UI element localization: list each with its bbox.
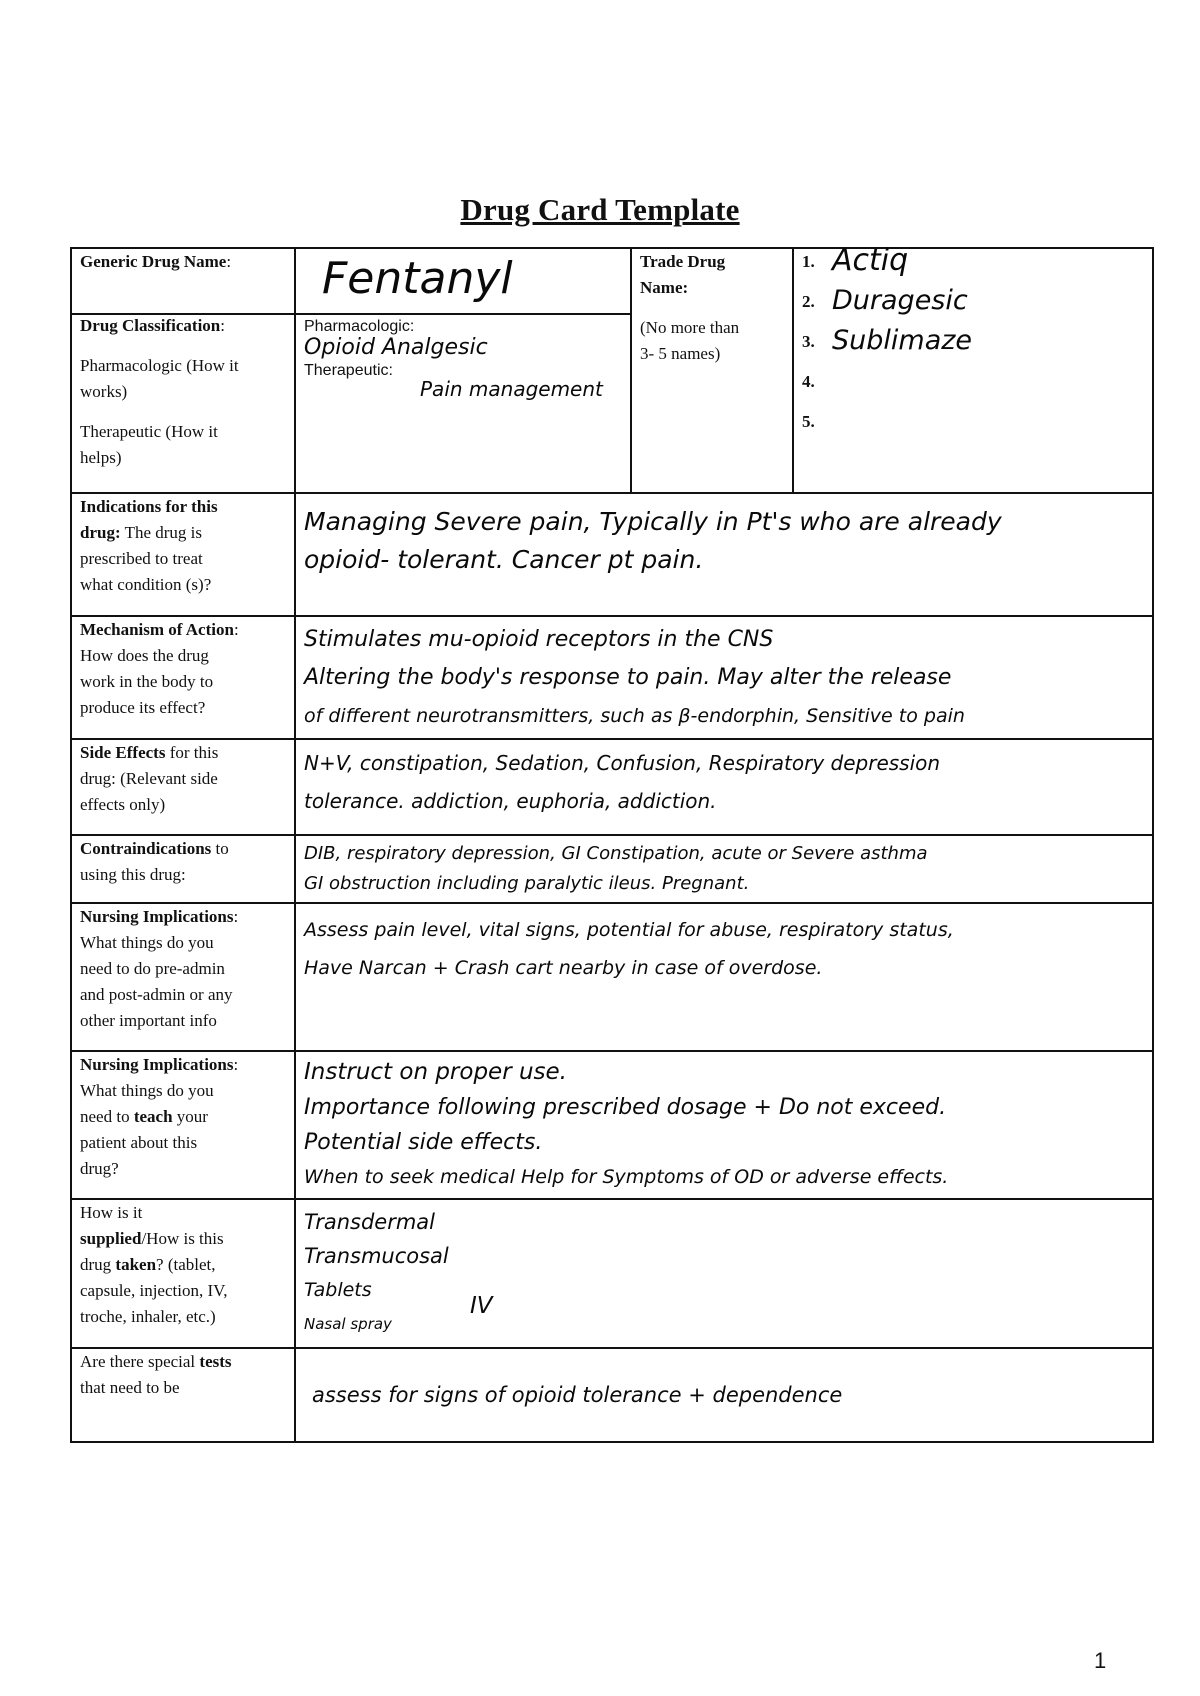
indications-value xyxy=(304,503,1002,579)
trade-item-number: 2. xyxy=(802,292,815,311)
therapeutic-label: Therapeutic: xyxy=(304,362,393,379)
contraindications-label: Contraindications to using this drug: xyxy=(80,839,229,884)
handwritten-line: DIB, respiratory depression, GI Constipation, acute or Severe asthma xyxy=(304,843,928,864)
table-border-bottom xyxy=(70,1441,1154,1443)
row-divider xyxy=(70,1347,1154,1349)
row-divider xyxy=(70,834,1154,836)
table-border-top xyxy=(70,247,1154,249)
handwritten-line: When to seek medical Help for Symptoms of OD or adverse effects. xyxy=(304,1166,949,1188)
handwritten-line: Stimulates mu-opioid receptors in the CNS xyxy=(304,627,774,652)
generic-drug-name-value: Fentanyl xyxy=(322,253,513,304)
handwritten-line: Nasal spray xyxy=(304,1315,392,1333)
trade-item-name: Sublimaze xyxy=(832,325,973,356)
row-divider xyxy=(70,738,1154,740)
special-tests-value: assess for signs of opioid tolerance + dependence xyxy=(312,1383,843,1407)
handwritten-line: N+V, constipation, Sedation, Confusion, Respiratory depression xyxy=(304,751,941,775)
supplied-label: How is it supplied/How is this drug taken? (tablet, capsule, injection, IV, troche, inhaler, etc.) xyxy=(80,1203,228,1326)
column-divider-trade xyxy=(630,247,632,494)
row-divider xyxy=(70,492,1154,494)
drug-classification-label: Drug Classification: Pharmacologic (How it works) Therapeutic (How it helps) xyxy=(80,316,239,467)
trade-item-name: Actiq xyxy=(832,243,909,278)
generic-drug-name-label: Generic Drug Name: xyxy=(80,252,232,271)
handwritten-line: GI obstruction including paralytic ileus. Pregnant. xyxy=(304,873,750,894)
handwritten-line: Potential side effects. xyxy=(304,1130,543,1155)
trade-item-number: 4. xyxy=(802,372,815,391)
trade-item-name: Duragesic xyxy=(832,285,968,316)
trade-drug-name-label: Trade Drug Name: (No more than 3- 5 names) xyxy=(640,252,740,363)
handwritten-line: opioid- tolerant. Cancer pt pain. xyxy=(304,545,704,574)
handwritten-line: Transmucosal xyxy=(304,1244,449,1268)
column-divider-label xyxy=(294,247,296,1443)
row-divider xyxy=(70,1198,1154,1200)
indications-label: Indications for this drug: The drug is prescribed to treat what condition (s)? xyxy=(80,497,218,594)
nursing-implications-teach-value xyxy=(304,1055,948,1195)
handwritten-line: tolerance. addiction, euphoria, addiction. xyxy=(304,789,717,813)
mechanism-of-action-label: Mechanism of Action: How does the drug work in the body to produce its effect? xyxy=(80,620,239,717)
nursing-implications-teach-label: Nursing Implications: What things do you need to teach your patient about this drug? xyxy=(80,1055,239,1178)
table-border-right xyxy=(1152,247,1154,1443)
table-border-left xyxy=(70,247,72,1443)
side-effects-value xyxy=(304,744,940,820)
handwritten-line: Transdermal xyxy=(304,1210,435,1234)
nursing-implications-admin-value xyxy=(304,911,954,987)
drug-card-table xyxy=(70,243,1154,1443)
handwritten-line: of different neurotransmitters, such as β-endorphin, Sensitive to pain xyxy=(304,705,965,727)
trade-item-number: 3. xyxy=(802,332,815,351)
handwritten-line: Tablets xyxy=(304,1279,372,1301)
page-number: 1 xyxy=(1094,1648,1107,1673)
handwritten-line: Importance following prescribed dosage + Do not exceed. xyxy=(304,1095,947,1120)
pharmacologic-value: Opioid Analgesic xyxy=(304,335,488,360)
side-effects-label: Side Effects for this drug: (Relevant side effects only) xyxy=(80,743,219,814)
page-title: Drug Card Template xyxy=(460,192,740,227)
therapeutic-value: Pain management xyxy=(420,377,603,401)
handwritten-line: Assess pain level, vital signs, potential for abuse, respiratory status, xyxy=(304,919,954,941)
handwritten-line: Instruct on proper use. xyxy=(304,1059,567,1085)
handwritten-line: Altering the body's response to pain. May alter the release xyxy=(304,665,952,690)
handwritten-line: Managing Severe pain, Typically in Pt's who are already xyxy=(304,507,1002,536)
special-tests-label: Are there special tests that need to be xyxy=(80,1352,232,1397)
mechanism-of-action-value xyxy=(304,621,965,735)
trade-item-number: 1. xyxy=(802,252,815,271)
pharmacologic-label: Pharmacologic: xyxy=(304,318,415,335)
nursing-implications-admin-label: Nursing Implications: What things do you need to do pre-admin and post-admin or any other important info xyxy=(80,907,239,1030)
trade-item-number: 5. xyxy=(802,412,815,431)
supplied-extra-value: IV xyxy=(470,1293,493,1319)
contraindications-value xyxy=(304,839,928,899)
column-divider-trade-list xyxy=(792,247,794,494)
handwritten-line: Have Narcan + Crash cart nearby in case of overdose. xyxy=(304,957,823,979)
supplied-value xyxy=(304,1205,449,1341)
